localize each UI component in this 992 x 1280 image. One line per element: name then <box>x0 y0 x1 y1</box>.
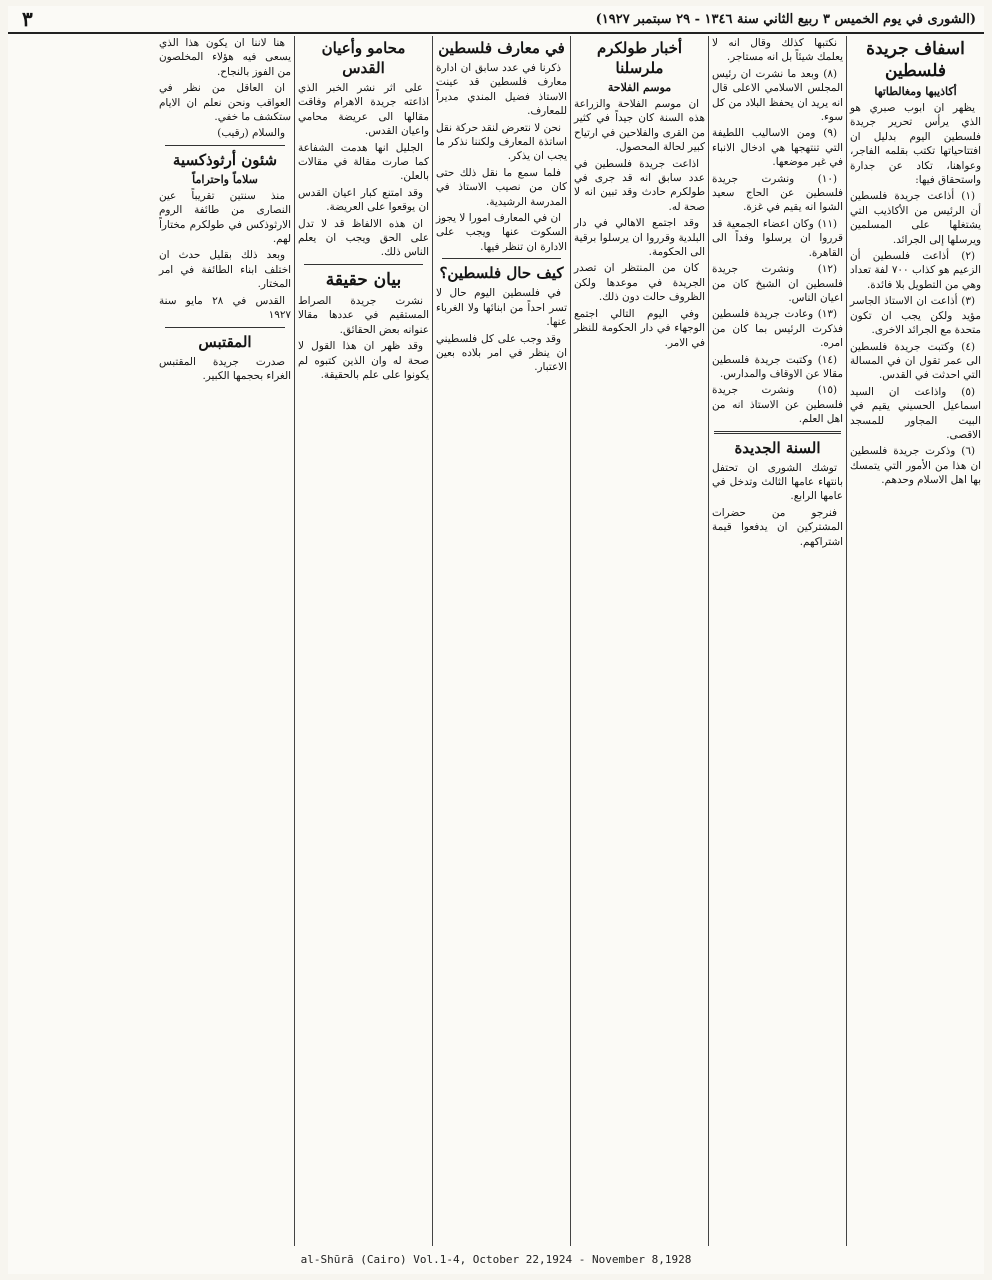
article-subhead: موسم الفلاحة <box>607 81 672 94</box>
article-heading: أخبار طولكرم ملرسلنا <box>596 39 683 77</box>
column-1 <box>846 36 984 1246</box>
column-4 <box>432 36 570 1246</box>
paragraph: في فلسطين اليوم حال لا تسر احداً من ابنائها ولا الغرباء عنها. <box>436 287 567 329</box>
paragraph: منذ سنتين تقريباً عين النصارى من طائفة الروم الارثوذكس في طولكرم مختاراً لهم. <box>159 189 291 246</box>
article-subhead: سلاماً واحتراماً <box>192 172 258 186</box>
paragraph: (٦) وذكرت جريدة فلسطين ان هذا من الأمور التي يتمسك بها اهل الاسلام وحدهم. <box>850 445 981 487</box>
paragraph: نكتبها كذلك وقال انه لا يعلمك شيئاً بل انه مستاجر. <box>712 37 843 64</box>
paragraph: وقد ظهر ان هذا القول لا صحة له وان الذين كتبوه لم يكونوا على علم بالحقيقة. <box>298 340 429 381</box>
paragraph: وقد امتنع كبار اعيان القدس ان يوقعوا على العريضة. <box>298 186 429 214</box>
paragraph: (٢) أذاعت فلسطين أن الزعيم هو كذاب ٧٠٠ لفة تعداد وهي من التطويل بلا فائدة. <box>850 250 981 291</box>
new-year-heading: السنة الجديدة <box>734 438 821 457</box>
paragraph: وقد وجب على كل فلسطيني ان ينظر في امر بلاده بعين الاعتبار. <box>436 332 567 374</box>
column-2 <box>708 36 846 1246</box>
section-divider <box>165 327 285 328</box>
paragraph: (١٠) ونشرت جريدة فلسطين عن الحاج سعيد الشوا انه يقيم في غزة. <box>712 172 843 214</box>
paragraph: اذاعت جريدة فلسطين في عدد سابق انه قد جرى في طولكرم حادث وقد تبين انه لا صحة له. <box>574 157 705 213</box>
header-title: (الشورى في يوم الخميس ٣ ربيع الثاني سنة ١٣٤٦ - ٢٩ سبتمبر ١٩٢٧) <box>595 11 976 27</box>
masthead <box>8 6 984 34</box>
paragraph: يظهر ان ابوب صبري هو الذي يرأس تحرير جريدة فلسطين اليوم بدليل ان افتتاحياتها تكتب بقلمه الفاجر، وعواهنا، تكاد عن جدارة واستحقاق فيها: <box>850 102 981 187</box>
page-number: ٣ <box>22 7 33 31</box>
paragraph: ذكرنا في عدد سابق ان ادارة معارف فلسطين قد عينت الاستاذ فضيل المندي مديراً للمعارف. <box>436 62 567 118</box>
paragraph: كان من المنتظر ان تصدر الجريدة في موعدها ولكن الظروف حالت دون ذلك. <box>574 262 705 304</box>
newspaper-page <box>8 6 984 1274</box>
paragraph: (٣) أذاعت ان الاستاذ الجاسر مؤيد ولكن يجب ان تكون متحدة مع الجرائد الاخرى. <box>850 295 981 337</box>
article-heading: اسفاف جريدة فلسطين <box>866 39 965 81</box>
article-subhead: أكاذيبها ومغالطاتها <box>874 85 957 98</box>
column-5 <box>294 36 432 1246</box>
paragraph: (١٤) وكتبت جريدة فلسطين مقالا عن الاوقاف والمدارس. <box>712 353 843 380</box>
section-divider <box>165 145 285 146</box>
section-divider <box>304 264 423 265</box>
columns <box>8 36 984 1246</box>
paragraph: (٨) وبعد ما نشرت ان رئيس المجلس الاسلامي الاعلى قال انه يريد ان يحفظ البلاد من كل سوء. <box>712 67 843 124</box>
paragraph: هنا لاننا ان يكون هذا الذي يسعى فيه هؤلاء المخلصون من الفوز بالنجاح. <box>159 37 291 78</box>
archive-footer: al-Shūrā (Cairo) Vol.1-4, October 22,1924 - November 8,1928 <box>300 1253 692 1266</box>
paragraph: ان العاقل من نظر في العواقب ونحن نعلم ان الايام ستكشف ما خفي. <box>159 82 291 124</box>
paragraph: على اثر نشر الخبر الذي اذاعته جريدة الاهرام وفاقت مقالها الى عريضة محامي واعيان القدس. <box>298 82 429 138</box>
paragraph: وقد اجتمع الاهالي في دار البلدية وقرروا ان يرسلوا برقية الى الحكومة. <box>574 217 705 259</box>
paragraph: (١١) وكان اعضاء الجمعية قد قرروا ان يرسلوا وفداً الى القاهرة. <box>712 217 843 259</box>
paragraph: ان موسم الفلاحة والزراعة هذه السنة كان جيداً في كثير من القرى والفلاحين في ارتياح كبير لحالة المحصول. <box>574 98 705 154</box>
paragraph: وفي اليوم التالي اجتمع الوجهاء في دار الحكومة للنظر في الامر. <box>574 307 705 349</box>
section-divider <box>714 431 841 434</box>
paragraph: (١) أذاعت جريدة فلسطين أن الرئيس من الأكاذيب التي يشتغلها على المسلمين ويرسلها إلى الجرائد. <box>850 190 981 246</box>
paragraph: نحن لا نتعرض لنقد حركة نقل اساتذة المعارف ولكننا نذكر ما يجب ان يذكر. <box>436 121 567 163</box>
paragraph: ان في المعارف امورا لا يجوز السكوت عنها ويجب على الادارة ان تنظر فيها. <box>436 212 567 253</box>
paragraph: القدس في ٢٨ مايو سنة ١٩٢٧ <box>159 294 291 322</box>
column-6 <box>156 36 294 1246</box>
paragraph: فلما سمع ما نقل ذلك حتى كان من نصيب الاستاذ في المدرسة الرشيدية. <box>436 166 567 208</box>
paragraph: (٩) ومن الاساليب اللطيفة التي تنتهجها هي ادخال الانباء في غير موضعها. <box>712 127 843 169</box>
paragraph: صدرت جريدة المقتبس الغراء بحجمها الكبير. <box>159 355 291 382</box>
paragraph: والسلام (رقيب) <box>217 127 285 140</box>
article-heading: المقتبس <box>198 332 252 351</box>
article-heading: بيان حقيقة <box>325 269 402 290</box>
paragraph: (١٥) ونشرت جريدة فلسطين عن الاستاذ انه من اهل العلم. <box>712 384 843 426</box>
section-divider <box>442 258 561 259</box>
paragraph: الجليل انها هدمت الشفاعة كما صارت مقالة في مقالات بالعلن. <box>298 141 429 183</box>
paragraph: توشك الشورى ان تحتفل بانتهاء عامها الثالث وتدخل في عامها الرابع. <box>712 461 843 503</box>
paragraph: (٤) وكتبت جريدة فلسطين الى عمر تقول ان في المسالة التي احدثت في القدس. <box>850 340 981 382</box>
paragraph: نشرت جريدة الصراط المستقيم في عددها مقالا عنوانه بعض الحقائق. <box>298 294 429 336</box>
paragraph: ان هذه الالفاظ قد لا تدل على الحق ويجب ان يعلم الناس ذلك. <box>298 217 429 259</box>
paragraph: وبعد ذلك بقليل حدث ان اختلف ابناء الطائفة في امر المختار. <box>159 249 291 291</box>
paragraph: فنرجو من حضرات المشتركين ان يدفعوا قيمة اشتراكهم. <box>712 506 843 548</box>
article-heading: محامو وأعيان القدس <box>321 39 406 77</box>
column-3 <box>570 36 708 1246</box>
paragraph: (١٢) ونشرت جريدة فلسطين ان الشيخ كان من اعيان الناس. <box>712 263 843 304</box>
paragraph: (١٣) وعادت جريدة فلسطين فذكرت الرئيس بما كان من امره. <box>712 308 843 350</box>
article-heading: كيف حال فلسطين؟ <box>439 264 564 283</box>
article-heading: شئون أرثوذكسية <box>172 150 278 169</box>
paragraph: (٥) واذاعت ان السيد اسماعيل الحسيني يقيم في البيت المجاور للمسجد الاقصى. <box>850 385 981 441</box>
article-heading: في معارف فلسطين <box>438 39 565 57</box>
